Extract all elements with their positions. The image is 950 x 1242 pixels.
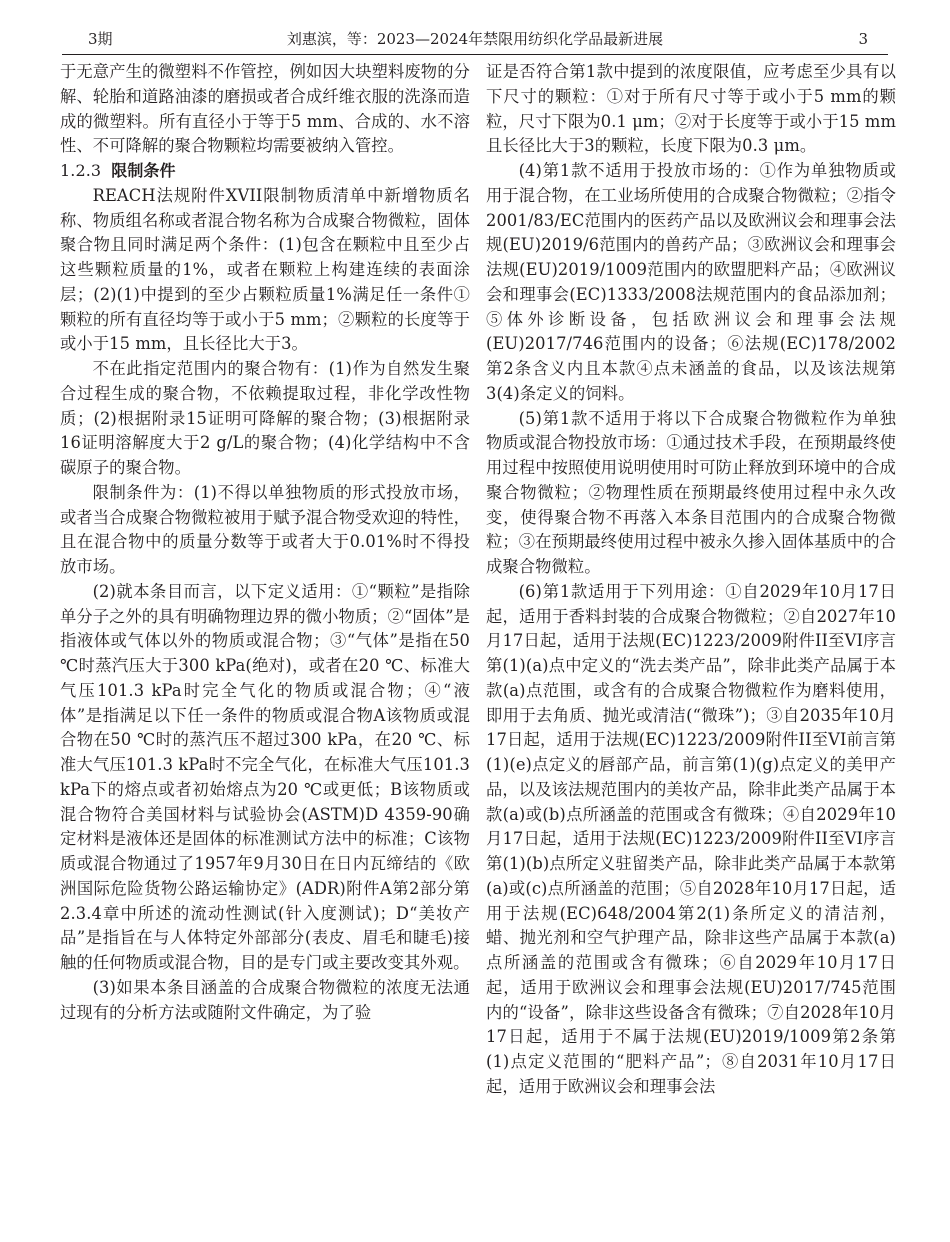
right-column [486,60,896,1100]
paragraph: (6)第1款适用于下列用途：①自2029年10月17日起，适用于香料封装的合成聚合物微粒；②自2027年10月17日起，适用于法规(EC)1223/2009附件II至VI序言第(1)(a)点中定义的“洗去类产品”，除非此类产品属于本款(a)点范围，或含有的合成聚合物微粒作为磨料使用，即用于去角质、抛光或清洁(“微珠”)；③自2035年10月17日起，适用于法规(EC)1223/2009附件II至VI前言第(1)(e)点定义的唇部产品，前言第(1)(g)点定义的美甲产品，以及该法规范围内的美妆产品，除非此类产品属于本款(a)或(b)点所涵盖的范围或含有微珠；④自2029年10月17日起，适用于法规(EC)1223/2009附件II至VI序言第(1)(b)点所定义驻留类产品，除非此类产品属于本款第(a)或(c)点所涵盖的范围；⑤自2028年10月17日起，适用于法规(EC)648/2004第2(1)条所定义的清洁剂，蜡、抛光剂和空气护理产品，除非这些产品属于本款(a)点所涵盖的范围或含有微珠；⑥自2029年10月17日起，适用于欧洲议会和理事会法规(EU)2017/745范围内的“设备”，除非这些设备含有微珠；⑦自2028年10月17日起，适用于不属于法规(EU)2019/1009第2条第(1)点定义范围的“肥料产品”；⑧自2031年10月17日起，适用于欧洲议会和理事会法 [486,581,896,1096]
issue-number: 3期 [88,30,113,48]
section-number: 1.2.3 [60,161,102,180]
running-title: 刘惠滨，等：2023—2024年禁限用纺织化学品最新进展 [286,30,664,48]
paragraph: 限制条件为：(1)不得以单独物质的形式投放市场，或者当合成聚合物微粒被用于赋予混合物受欢迎的特性，且在混合物中的质量分数等于或者大于0.01%时不得投放市场。 [60,482,470,576]
section-heading [60,159,470,184]
page-number: 3 [858,30,868,48]
paragraph-continued: 证是否符合第1款中提到的浓度限值，应考虑至少具有以下尺寸的颗粒：①对于所有尺寸等于或小于5 mm的颗粒，尺寸下限为0.1 μm；②对于长度等于或小于15 mm且长径比大于3的颗粒，长度下限为0.3 μm。 [486,62,896,156]
paragraph: (2)就本条目而言，以下定义适用：①“颗粒”是指除单分子之外的具有明确物理边界的微小物质；②“固体”是指液体或气体以外的物质或混合物；③“气体”是指在50 ℃时蒸汽压大于300 kPa(绝对)，或者在20 ℃、标准大气压101.3 kPa时完全气化的物质或混合物；④“液体”是指满足以下任一条件的物质或混合物A该物质或混合物在50 ℃时的蒸汽压不超过300 kPa，在20 ℃、标准大气压101.3 kPa时不完全气化，在标准大气压101.3 kPa下的熔点或者初始熔点为20 ℃或更低；B该物质或混合物符合美国材料与试验协会(ASTM)D 4359-90确定材料是液体还是固体的标准测试方法中的标准；C该物质或混合物通过了1957年9月30日在日内瓦缔结的《欧洲国际危险货物公路运输协定》(ADR)附件A第2部分第2.3.4章中所述的流动性测试(针入度测试)；D“美妆产品”是指旨在与人体特定外部部分(表皮、眉毛和睫毛)接触的任何物质或混合物，目的是专门或主要改变其外观。 [60,581,470,972]
left-column [60,60,470,1025]
paragraph: (4)第1款不适用于投放市场的：①作为单独物质或用于混合物，在工业场所使用的合成聚合物微粒；②指令2001/83/EC范围内的医药产品以及欧洲议会和理事会法规(EU)2019/6范围内的兽药产品；③欧洲议会和理事会法规(EU)2019/1009范围内的欧盟肥料产品；④欧洲议会和理事会(EC)1333/2008法规范围内的食品添加剂；⑤体外诊断设备，包括欧洲议会和理事会法规(EU)2017/746范围内的设备；⑥法规(EC)178/2002第2条含义内且本款④点未涵盖的食品，以及该法规第3(4)条定义的饲料。 [486,161,896,403]
section-title: 限制条件 [111,161,176,180]
paragraph: REACH法规附件XVII限制物质清单中新增物质名称、物质组名称或者混合物名称为合成聚合物微粒，固体聚合物且同时满足两个条件：(1)包含在颗粒中且至少占这些颗粒质量的1%，或者在颗粒上构建连续的表面涂层；(2)(1)中提到的至少占颗粒质量1%满足任一条件①颗粒的所有直径均等于或小于5 mm；②颗粒的长度等于或小于15 mm，且长径比大于3。 [60,185,470,354]
paragraph-continued: 于无意产生的微塑料不作管控，例如因大块塑料废物的分解、轮胎和道路油漆的磨损或者合成纤维衣服的洗涤而造成的微塑料。所有直径小于等于5 mm、合成的、水不溶性、不可降解的聚合物颗粒均需要被纳入管控。 [60,62,470,156]
paragraph: 不在此指定范围内的聚合物有：(1)作为自然发生聚合过程生成的聚合物，不依赖提取过程，非化学改性物质；(2)根据附录15证明可降解的聚合物；(3)根据附录16证明溶解度大于2 g/L的聚合物；(4)化学结构中不含碳原子的聚合物。 [60,359,470,477]
paragraph: (5)第1款不适用于将以下合成聚合物微粒作为单独物质或混合物投放市场：①通过技术手段，在预期最终使用过程中按照使用说明使用时可防止释放到环境中的合成聚合物微粒；②物理性质在预期最终使用过程中永久改变，使得聚合物不再落入本条目范围内的合成聚合物微粒；③在预期最终使用过程中被永久掺入固体基质中的合成聚合物微粒。 [486,408,896,576]
paragraph: (3)如果本条目涵盖的合成聚合物微粒的浓度无法通过现有的分析方法或随附文件确定，为了验 [60,977,470,1022]
running-header [62,26,888,55]
